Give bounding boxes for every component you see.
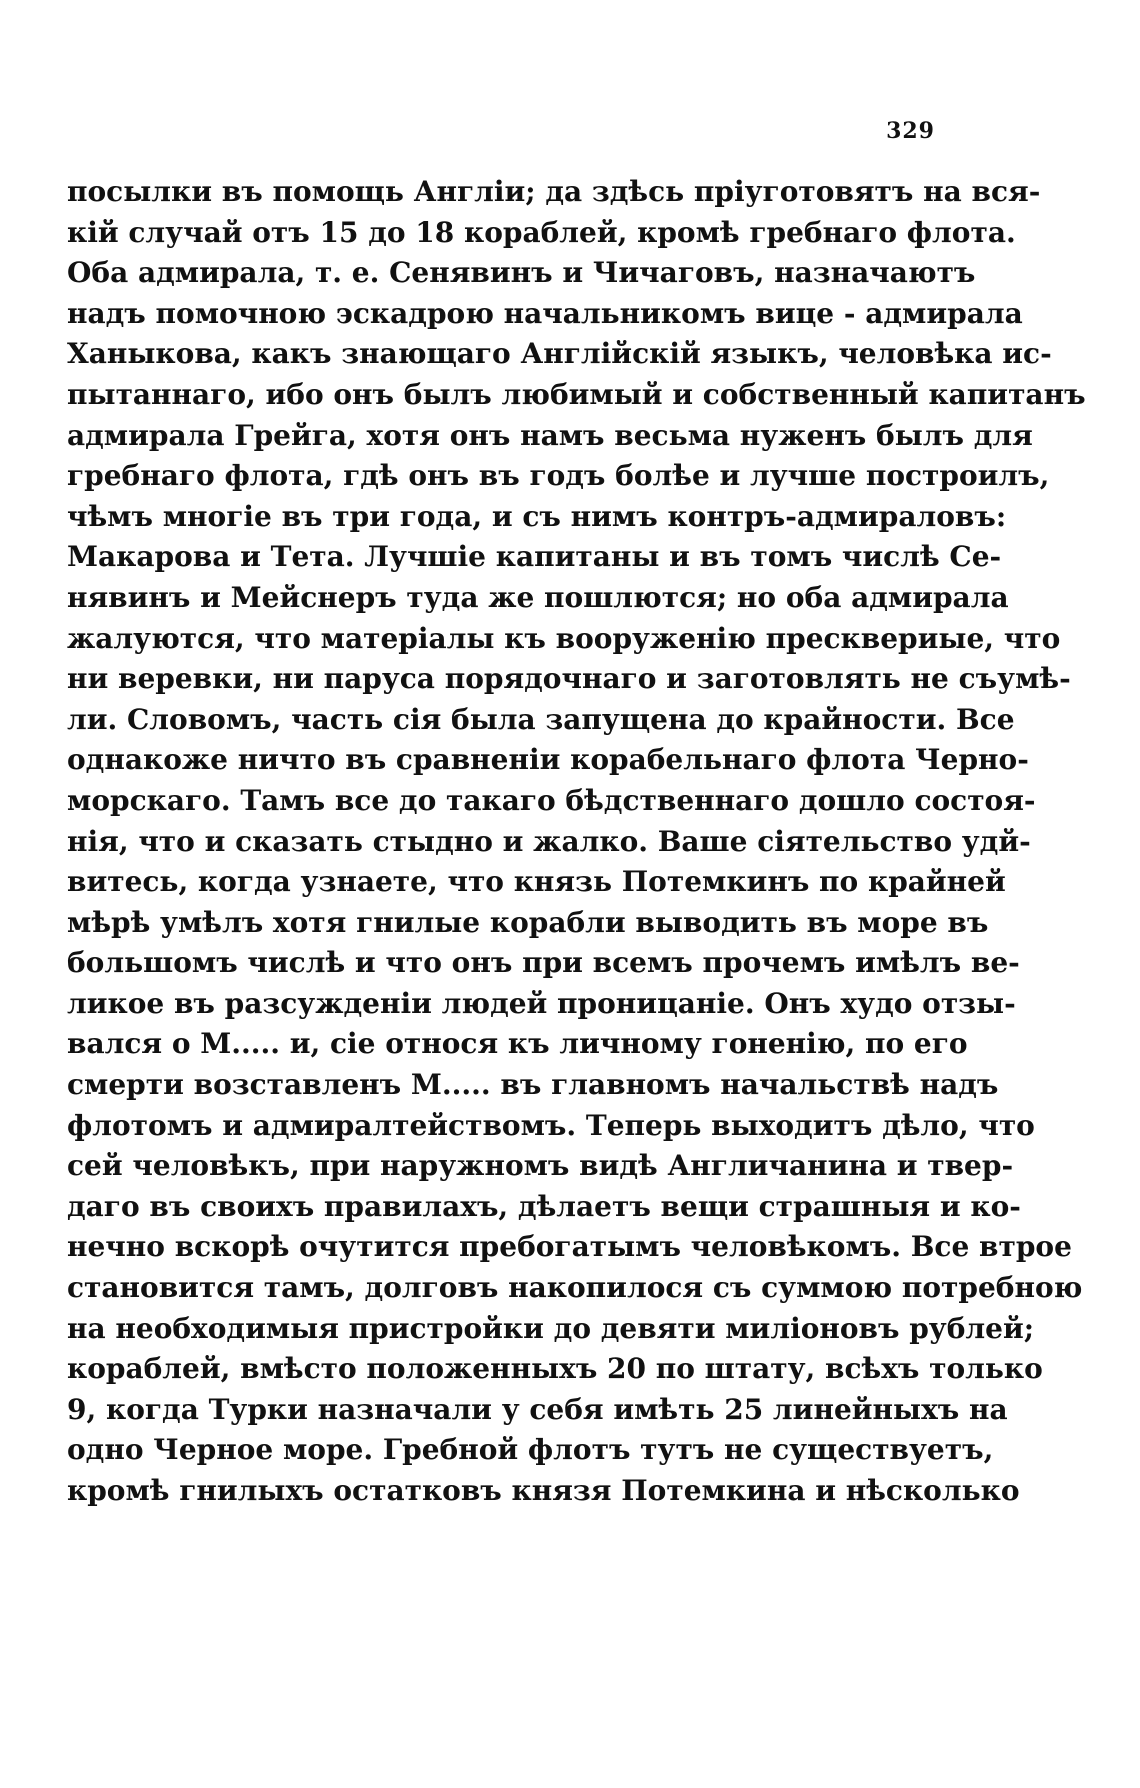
body-text	[67, 172, 1086, 1512]
text-line: Макарова и Тета. Лучшіе капитаны и въ томъ числѣ Се-	[67, 540, 1002, 574]
text-line: адмирала Грейга, хотя онъ намъ весьма нуженъ былъ для	[67, 418, 1033, 452]
text-line: ни веревки, ни паруса порядочнаго и заготовлять не съумѣ-	[67, 662, 1071, 696]
text-line: кораблей, вмѣсто положенныхъ 20 по штату, всѣхъ только	[67, 1352, 1043, 1386]
text-line: ликое въ разсужденіи людей проницаніе. Онъ худо отзы-	[67, 986, 1016, 1020]
text-line: ли. Словомъ, часть сія была запущена до крайности. Все	[67, 702, 1015, 736]
text-line: вался о М..... и, сіе относя къ личному гоненію, по его	[67, 1027, 968, 1061]
text-line: чѣмъ многіе въ три года, и съ нимъ контръ-адмираловъ:	[67, 499, 1007, 533]
text-line: большомъ числѣ и что онъ при всемъ прочемъ имѣлъ ве-	[67, 946, 1020, 980]
text-line: гребнаго флота, гдѣ онъ въ годъ болѣе и лучше построилъ,	[67, 459, 1050, 493]
text-line: витесь, когда узнаете, что князь Потемкинъ по крайней	[67, 865, 1006, 899]
text-line: становится тамъ, долговъ накопилося съ суммою потребною	[67, 1271, 1083, 1305]
text-line: нія, что и сказать стыдно и жалко. Ваше сіятельство удй-	[67, 824, 1031, 858]
text-line: пытаннаго, ибо онъ былъ любимый и собственный капитанъ	[67, 377, 1086, 411]
text-line: кромѣ гнилыхъ остатковъ князя Потемкина и нѣсколько	[67, 1474, 1020, 1507]
text-line: морскаго. Тамъ все до такаго бѣдственнаго дошло состоя-	[67, 783, 1036, 817]
text-line: сей человѣкъ, при наружномъ видѣ Англичанина и твер-	[67, 1149, 1014, 1183]
text-line: кій случай отъ 15 до 18 кораблей, кромѣ гребнаго флота.	[67, 215, 1016, 249]
text-line: нечно вскорѣ очутится пребогатымъ человѣкомъ. Все втрое	[67, 1230, 1072, 1264]
text-line: флотомъ и адмиралтействомъ. Теперь выходитъ дѣло, что	[67, 1108, 1035, 1142]
page-number: 329	[886, 118, 935, 144]
text-line: посылки въ помощь Англіи; да здѣсь пріуготовятъ на вся-	[67, 175, 1041, 208]
text-line: одно Черное море. Гребной флотъ тутъ не существуетъ,	[67, 1433, 994, 1467]
text-line: на необходимыя пристройки до девяти миліоновъ рублей;	[67, 1311, 1035, 1345]
text-line: однакоже ничто въ сравненіи корабельнаго флота Черно-	[67, 743, 1029, 777]
text-line: нявинъ и Мейснеръ туда же пошлются; но оба адмирала	[67, 580, 1009, 614]
text-line: 9, когда Турки назначали у себя имѣть 25 линейныхъ на	[67, 1392, 1008, 1426]
text-line: Ханыкова, какъ знающаго Англійскій языкъ, человѣка ис-	[67, 337, 1052, 371]
text-line: смерти возставленъ М..... въ главномъ начальствѣ надъ	[67, 1068, 999, 1102]
text-line: Оба адмирала, т. е. Сенявинъ и Чичаговъ, назначаютъ	[67, 256, 976, 290]
text-line: мѣрѣ умѣлъ хотя гнилые корабли выводить въ море въ	[67, 905, 989, 939]
text-line: надъ помочною эскадрою начальникомъ вице - адмирала	[67, 296, 1023, 330]
text-line: жалуются, что матеріалы къ вооруженію пресквериые, что	[67, 621, 1061, 655]
text-line: даго въ своихъ правилахъ, дѣлаетъ вещи страшныя и ко-	[67, 1189, 1021, 1223]
